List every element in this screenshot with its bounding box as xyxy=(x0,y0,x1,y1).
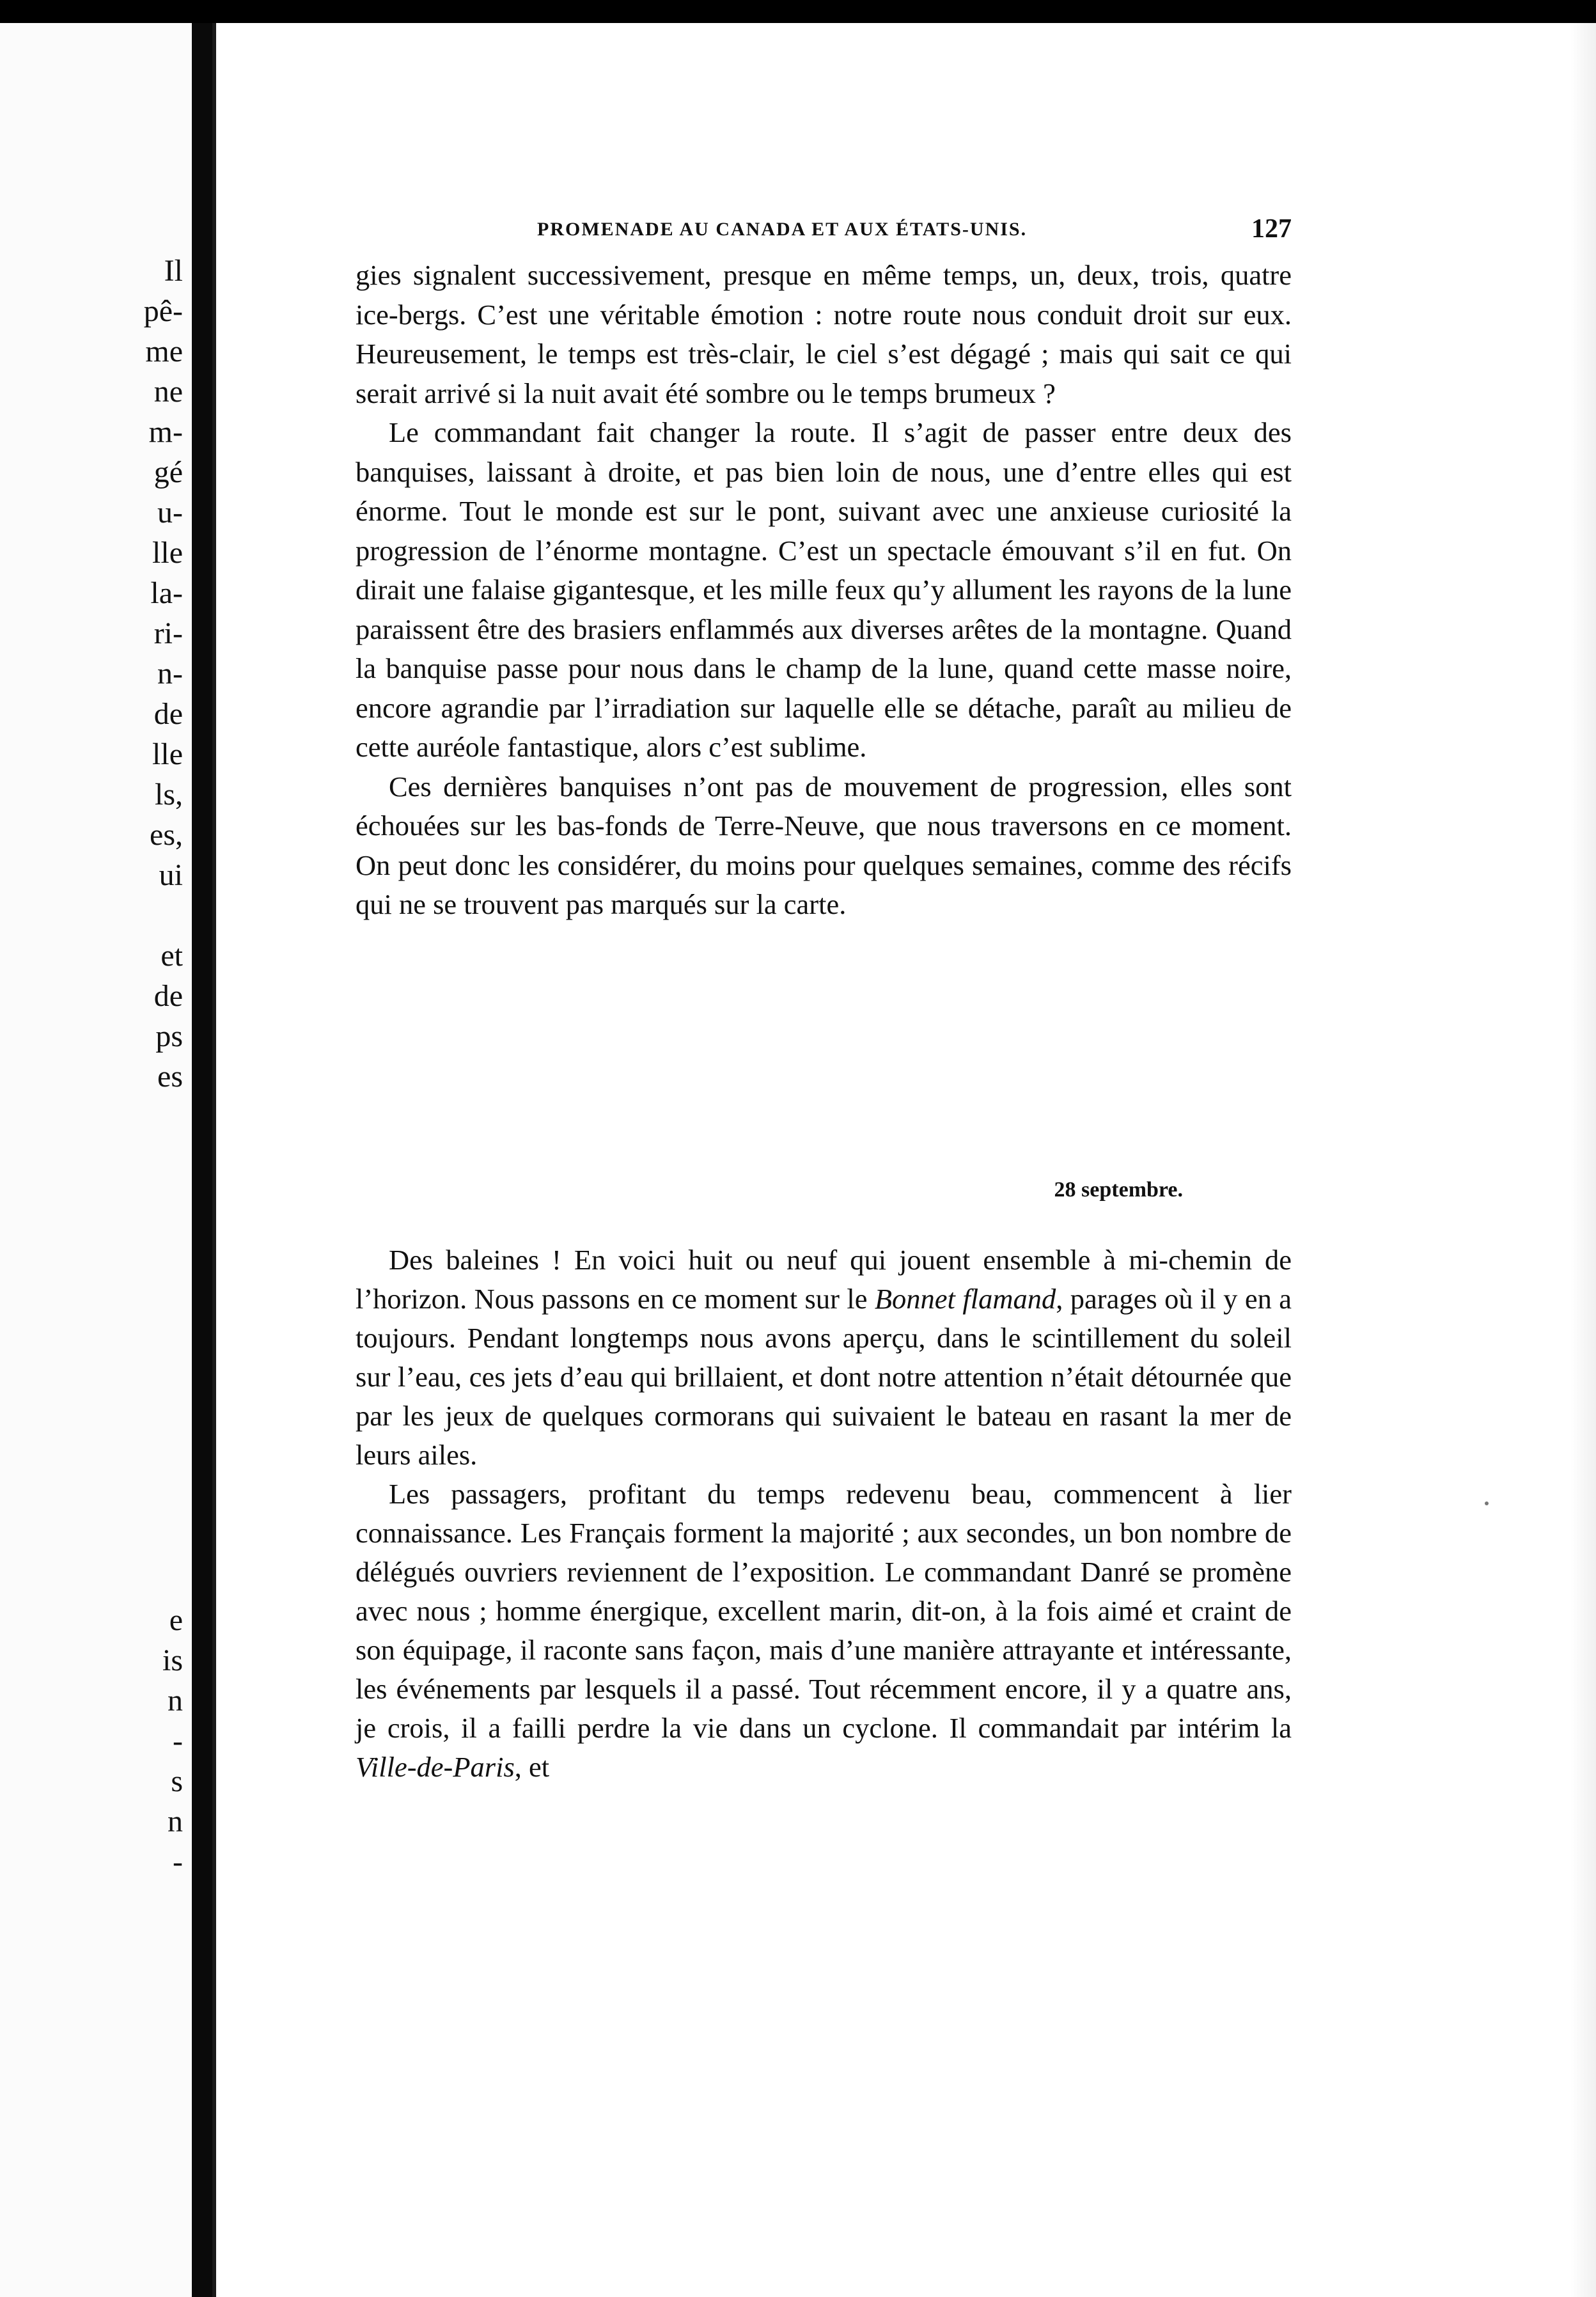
facing-page-fragment: ls, xyxy=(154,778,183,811)
facing-page-fragment: es xyxy=(157,1060,183,1094)
text-run: , et xyxy=(514,1751,550,1783)
facing-page-fragment: ri- xyxy=(153,616,183,650)
text-block-bottom xyxy=(356,1241,1292,1787)
paragraph-continuation: gies signalent successivement, presque en même temps, un, deux, trois, quatre ice-bergs. C’est une véritable émotion : notre route nous conduit droit sur eux. Heureusement, le temps est très-clair, le ciel s’est dégagé ; mais qui sait ce qui serait arrivé si la nuit avait été sombre ou le temps brumeux ? xyxy=(356,259,1292,409)
facing-page-fragment: la- xyxy=(150,576,183,610)
page-edge-line xyxy=(212,23,216,2297)
date-heading: 28 septembre. xyxy=(1054,1178,1183,1202)
paragraph-passengers xyxy=(356,1475,1292,1787)
scan-speck xyxy=(1485,1501,1489,1505)
facing-page-fragment: n xyxy=(168,1684,183,1718)
facing-page-fragment: es, xyxy=(150,818,183,852)
facing-page-fragment: de xyxy=(153,697,183,731)
facing-page-fragment: gé xyxy=(153,455,183,489)
paragraph: Ces dernières banquises n’ont pas de mouvement de progression, elles sont échouées sur les bas-fonds de Terre-Neuve, que nous traversons en ce moment. On peut donc les considérer, du moins pour quelques semaines, comme des récifs qui ne se trouvent pas marqués sur la carte. xyxy=(356,770,1292,920)
facing-page-edge xyxy=(0,23,192,2297)
facing-page-fragment: pê- xyxy=(143,294,183,328)
book-gutter xyxy=(192,23,212,2297)
facing-page-fragment: u- xyxy=(157,496,183,529)
paragraph-whales xyxy=(356,1241,1292,1475)
facing-page-fragment: n xyxy=(168,1805,183,1838)
facing-page-fragment: - xyxy=(173,1845,183,1879)
text-run: , parages où il y en a toujours. Pendant longtemps nous avons aperçu, dans le scintillement du soleil sur l’eau, ces jets d’eau qui brillaient, et dont notre attention n’était détournée que par les jeux de quelques cormorans qui suivaient le bateau en rasant la mer de leurs ailes. xyxy=(356,1283,1292,1471)
facing-page-fragment: ps xyxy=(155,1019,183,1053)
facing-page-fragment: Il xyxy=(164,254,183,288)
facing-page-fragment: e xyxy=(169,1603,183,1637)
text-block-top xyxy=(356,256,1292,925)
italic-ship-name: Ville-de-Paris xyxy=(356,1751,515,1783)
facing-page-fragment: de xyxy=(153,979,183,1013)
facing-page-fragment: lle xyxy=(152,536,183,570)
paragraph: Le commandant fait changer la route. Il s’agit de passer entre deux des banquises, laissant à droite, et pas bien loin de nous, une d’entre elles qui est énorme. Tout le monde est sur le pont, suivant avec une anxieuse curiosité la progression de l’énorme montagne. C’est un spectacle émouvant s’il en fut. On dirait une falaise gigantesque, et les mille feux qu’y allument les rayons de la lune paraissent être des brasiers enflammés aux diverses arêtes de la montagne. Quand la banquise passe pour nous dans le champ de la lune, quand cette masse noire, encore agrandie par l’irradiation sur laquelle elle se détache, paraît au milieu de cette auréole fantastique, alors c’est sublime. xyxy=(356,416,1292,763)
facing-page-fragment: - xyxy=(173,1724,183,1758)
italic-place-name: Bonnet flamand xyxy=(874,1283,1056,1315)
facing-page-fragment: m- xyxy=(148,415,183,449)
facing-page-fragment: me xyxy=(145,334,183,368)
page-number: 127 xyxy=(1251,214,1292,244)
facing-page-fragment: is xyxy=(162,1643,183,1677)
facing-page-fragment: et xyxy=(160,939,183,973)
facing-page-fragment: s xyxy=(171,1764,183,1798)
page-right-shadow xyxy=(1570,23,1596,2297)
scan-top-border xyxy=(0,0,1596,23)
facing-page-text-fragments xyxy=(0,23,192,2297)
page-header xyxy=(537,214,1292,246)
facing-page-fragment: n- xyxy=(157,657,183,691)
facing-page-fragment: lle xyxy=(152,737,183,771)
text-run: Des baleines ! En voici huit ou neuf qui jouent ensemble à mi-chemin de l’horizon. Nous passons en ce moment sur le xyxy=(356,1244,1292,1315)
text-run: Les passagers, profitant du temps redevenu beau, commencent à lier connaissance. Les Français forment la majorité ; aux secondes, un bon nombre de délégués ouvriers reviennent de l’exposition. Le commandant Danré se promène avec nous ; homme énergique, excellent marin, dit-on, à la fois aimé et craint de son équipage, il raconte sans façon, mais d’une manière attrayante et intéressante, les événements par lesquels il a passé. Tout récemment encore, il y a quatre ans, je crois, il a failli perdre la vie dans un cyclone. Il commandait par intérim la xyxy=(356,1478,1292,1744)
facing-page-fragment: ne xyxy=(153,375,183,409)
running-head: PROMENADE AU CANADA ET AUX ÉTATS-UNIS. xyxy=(537,219,1028,240)
facing-page-fragment: ui xyxy=(159,858,183,892)
